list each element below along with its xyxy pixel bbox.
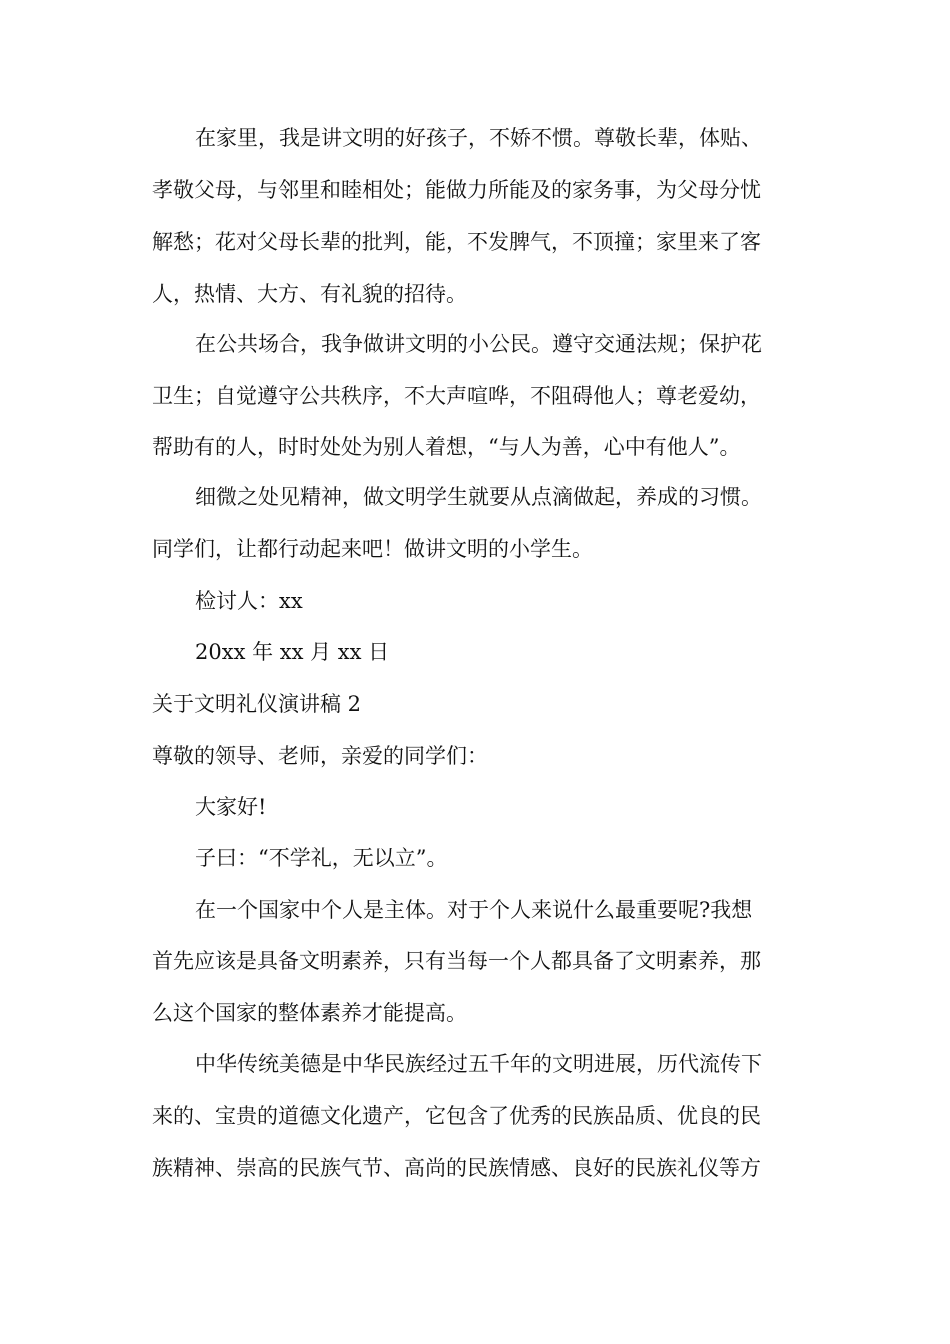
greeting: 大家好! <box>195 795 267 819</box>
text-line: 在一个国家中个人是主体。对于个人来说什么最重要呢?我想 <box>195 898 753 922</box>
text-line: 细微之处见精神，做文明学生就要从点滴做起，养成的习惯。 <box>195 485 762 509</box>
quote-line: 子曰：“不学礼，无以立”。 <box>195 846 448 870</box>
text-line: 来的、宝贵的道德文化遗产，它包含了优秀的民族品质、优良的民 <box>152 1104 761 1128</box>
text-line: 解愁；花对父母长辈的批判，能，不发脾气，不顶撞；家里来了客 <box>152 230 761 254</box>
text-line: 孝敬父母，与邻里和睦相处；能做力所能及的家务事，为父母分忧 <box>152 178 761 202</box>
text-line: 么这个国家的整体素养才能提高。 <box>152 1001 467 1025</box>
text-line: 在公共场合，我争做讲文明的小公民。遵守交通法规；保护花 <box>195 332 762 356</box>
text-line: 族精神、崇高的民族气节、高尚的民族情感、良好的民族礼仪等方 <box>152 1156 761 1180</box>
salutation: 尊敬的领导、老师，亲爱的同学们： <box>152 744 488 768</box>
text-line: 人，热情、大方、有礼貌的招待。 <box>152 282 467 306</box>
text-line: 帮助有的人，时时处处为别人着想，“与人为善，心中有他人”。 <box>152 435 741 459</box>
text-line: 中华传统美德是中华民族经过五千年的文明进展，历代流传下 <box>195 1052 762 1076</box>
text-line: 首先应该是具备文明素养，只有当每一个人都具备了文明素养，那 <box>152 949 761 973</box>
text-line: 在家里，我是讲文明的好孩子，不娇不惯。尊敬长辈，体贴、 <box>195 126 762 150</box>
date-line: 20xx 年 xx 月 xx 日 <box>195 640 390 664</box>
text-line: 卫生；自觉遵守公共秩序，不大声喧哗，不阻碍他人；尊老爱幼， <box>152 384 761 408</box>
signature-line: 检讨人：xx <box>195 589 303 613</box>
text-line: 同学们，让都行动起来吧！做讲文明的小学生。 <box>152 537 593 561</box>
section-title: 关于文明礼仪演讲稿 2 <box>152 692 362 716</box>
